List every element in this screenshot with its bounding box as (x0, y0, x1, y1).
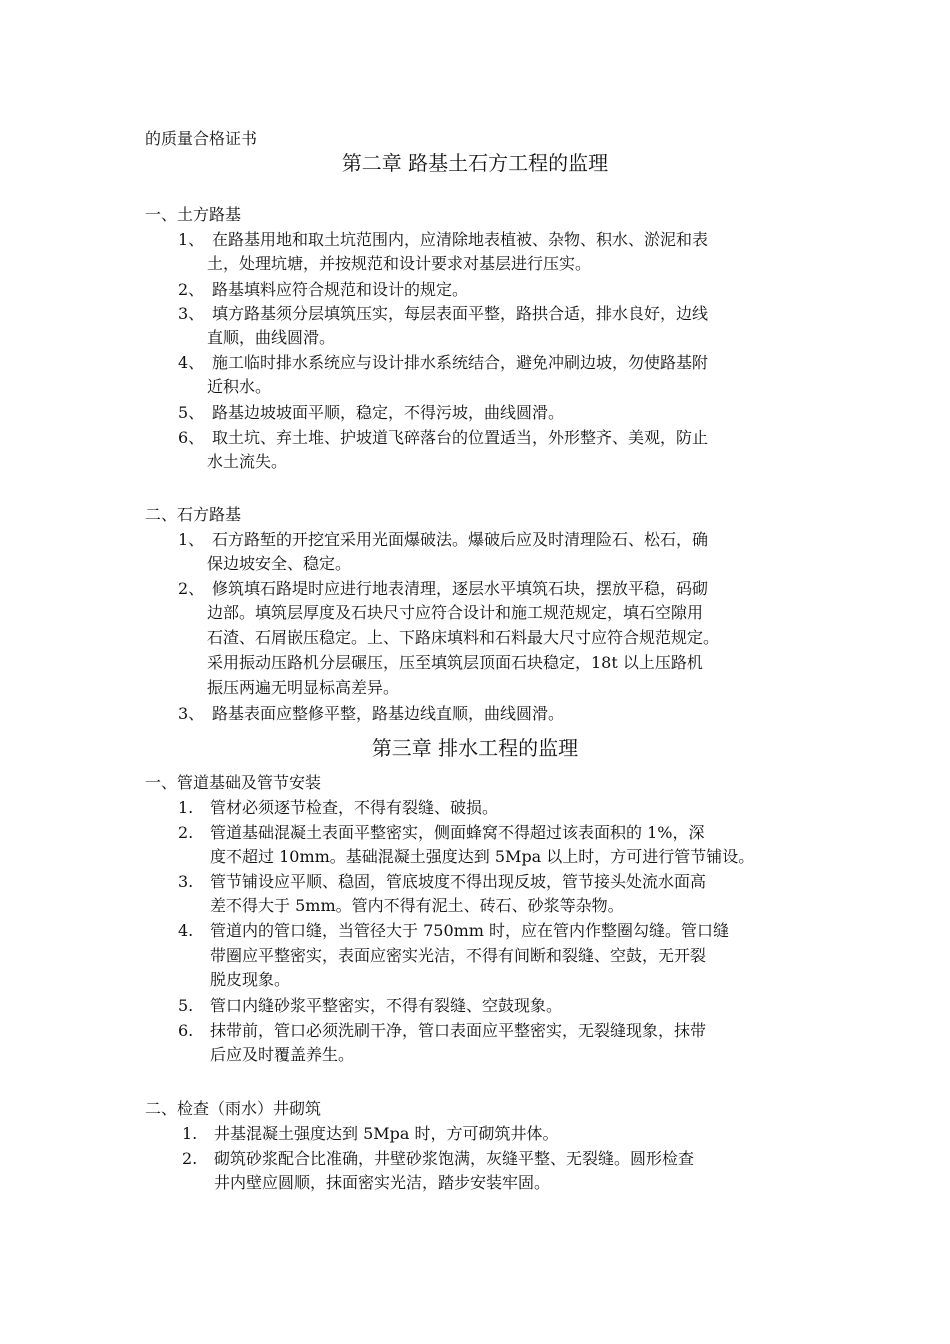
item-number: 2. (182, 1149, 198, 1168)
list-item-continuation: 边部。填筑层厚度及石块尺寸应符合设计和施工规范规定，填石空隙用 (207, 603, 704, 622)
list-item: 4、 施工临时排水系统应与设计排水系统结合，避免冲刷边坡，勿使路基附 (178, 351, 708, 375)
chapter-2-title: 第二章 路基土石方工程的监理 (341, 151, 609, 175)
list-item: 2. 管道基础混凝土表面平整密实，侧面蜂窝不得超过该表面积的 1%，深 (178, 821, 704, 845)
list-item: 2. 砌筑砂浆配合比准确，井壁砂浆饱满，灰缝平整、无裂缝。圆形检查 (182, 1147, 694, 1171)
item-number: 1. (182, 1124, 198, 1143)
item-number: 3. (178, 872, 194, 891)
section-heading: 一、管道基础及管节安装 (145, 773, 322, 792)
item-number: 5、 (178, 403, 205, 422)
list-item-continuation: 差不得大于 5mm。管内不得有泥土、砖石、砂浆等杂物。 (210, 896, 624, 915)
list-item: 2、 路基填料应符合规范和设计的规定。 (178, 278, 468, 302)
list-item-continuation: 直顺，曲线圆滑。 (207, 328, 336, 347)
item-number: 3、 (178, 704, 205, 723)
header-fragment: 的质量合格证书 (145, 129, 258, 148)
list-item-continuation: 振压两遍无明显标高差异。 (207, 678, 400, 697)
item-number: 2. (178, 823, 194, 842)
item-number: 2、 (178, 579, 205, 598)
list-item: 4. 管道内的管口缝，当管径大于 750mm 时，应在管内作整圈勾缝。管口缝 (178, 919, 729, 943)
list-item: 3、 填方路基须分层填筑压实，每层表面平整，路拱合适，排水良好，边线 (178, 302, 708, 326)
item-number: 1. (178, 798, 194, 817)
item-number: 1、 (178, 530, 205, 549)
list-item: 1、 石方路堑的开挖宜采用光面爆破法。爆破后应及时清理险石、松石，确 (178, 528, 708, 552)
list-item-continuation: 保边坡安全、稳定。 (207, 554, 352, 573)
list-item-continuation: 石渣、石屑嵌压稳定。上、下路床填料和石料最大尺寸应符合规范规定。 (207, 628, 720, 647)
item-number: 4、 (178, 353, 205, 372)
item-number: 2、 (178, 280, 205, 299)
list-item: 3. 管节铺设应平顺、稳固，管底坡度不得出现反坡，管节接头处流水面高 (178, 870, 706, 894)
list-item: 6. 抹带前，管口必须洗刷干净，管口表面应平整密实，无裂缝现象，抹带 (178, 1019, 706, 1043)
section-heading: 一、土方路基 (145, 205, 242, 224)
list-item-continuation: 带圈应平整密实，表面应密实光洁，不得有间断和裂缝、空鼓，无开裂 (210, 946, 707, 965)
list-item: 2、 修筑填石路堤时应进行地表清理，逐层水平填筑石块，摆放平稳，码砌 (178, 577, 708, 601)
section-heading: 二、石方路基 (145, 505, 242, 524)
list-item-continuation: 土，处理坑塘，并按规范和设计要求对基层进行压实。 (207, 254, 592, 273)
list-item: 5、 路基边坡坡面平顺，稳定，不得污坡，曲线圆滑。 (178, 401, 564, 425)
list-item-continuation: 采用振动压路机分层碾压，压至填筑层顶面石块稳定，18t 以上压路机 (207, 653, 703, 672)
list-item: 6、 取土坑、弃土堆、护坡道飞碎落台的位置适当，外形整齐、美观，防止 (178, 426, 708, 450)
list-item-continuation: 脱皮现象。 (210, 970, 291, 989)
list-item: 3、 路基表面应整修平整，路基边线直顺，曲线圆滑。 (178, 702, 564, 726)
list-item: 1. 管材必须逐节检查，不得有裂缝、破损。 (178, 796, 498, 820)
chapter-3-title: 第三章 排水工程的监理 (371, 736, 579, 760)
item-number: 4. (178, 921, 194, 940)
item-number: 6、 (178, 428, 205, 447)
item-number: 1、 (178, 230, 205, 249)
list-item: 5. 管口内缝砂浆平整密实，不得有裂缝、空鼓现象。 (178, 994, 562, 1018)
section-heading: 二、检查（雨水）井砌筑 (145, 1099, 322, 1118)
list-item-continuation: 近积水。 (207, 377, 272, 396)
list-item-continuation: 后应及时覆盖养生。 (210, 1045, 355, 1064)
list-item: 1、 在路基用地和取土坑范围内，应清除地表植被、杂物、积水、淤泥和表 (178, 228, 708, 252)
list-item-continuation: 井内壁应圆顺，抹面密实光洁，踏步安装牢固。 (214, 1173, 551, 1192)
item-number: 5. (178, 996, 194, 1015)
list-item: 1. 井基混凝土强度达到 5Mpa 时，方可砌筑井体。 (182, 1122, 559, 1146)
list-item-continuation: 水土流失。 (207, 452, 288, 471)
item-number: 6. (178, 1021, 194, 1040)
item-number: 3、 (178, 304, 205, 323)
list-item-continuation: 度不超过 10mm。基础混凝土强度达到 5Mpa 以上时，方可进行管节铺设。 (210, 847, 755, 866)
